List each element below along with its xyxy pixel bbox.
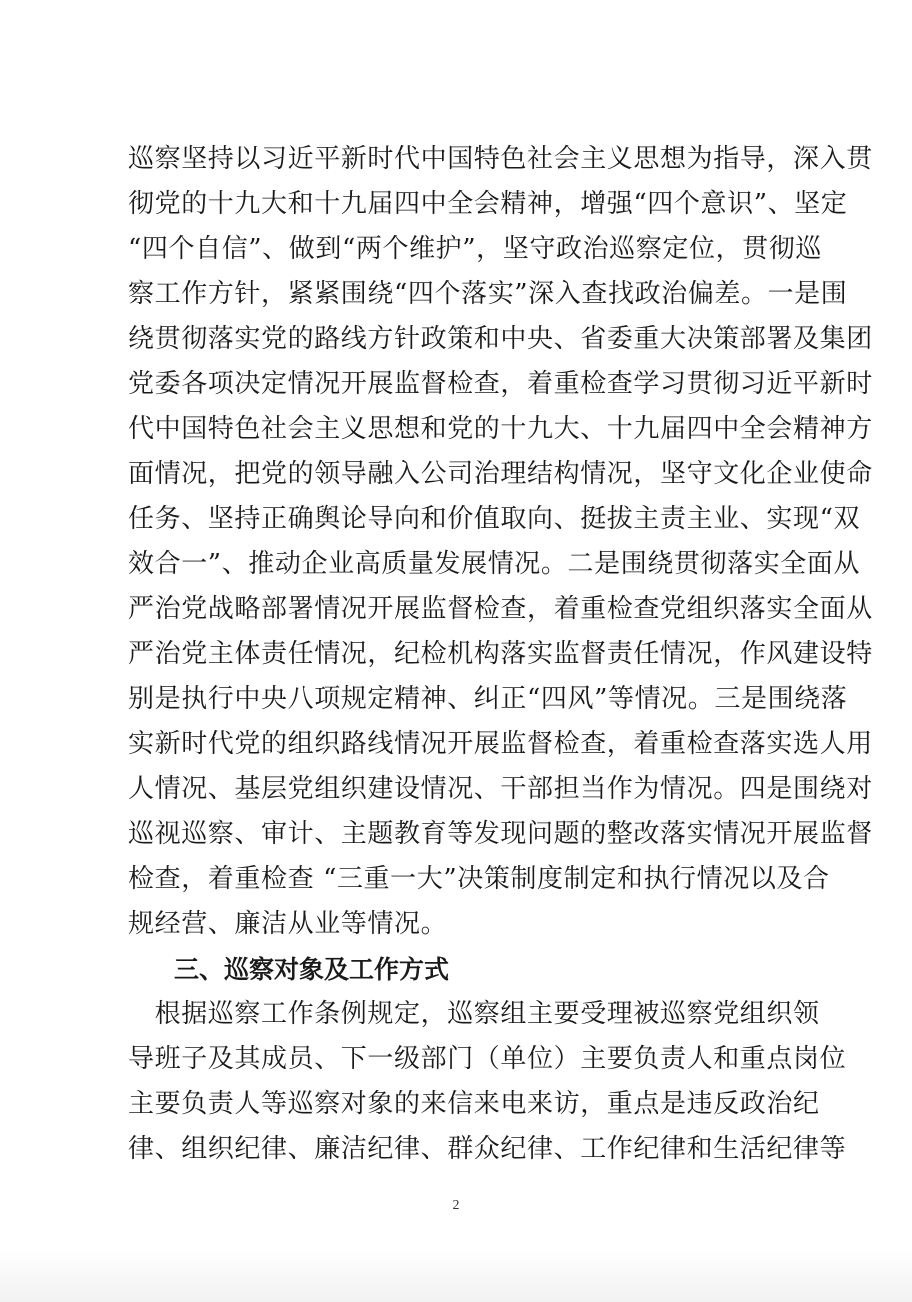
paragraph-1 xyxy=(128,137,873,947)
text-line: 察工作方针，紧紧围绕“四个落实”深入查找政治偏差。一是围 xyxy=(128,279,848,309)
text-line: 规经营、廉洁从业等情况。 xyxy=(128,909,448,939)
text-line: 检查，着重检查 “三重一大”决策制度制定和执行情况以及合 xyxy=(128,864,830,894)
text-line: 导班子及其成员、下一级部门（单位）主要负责人和重点岗位 xyxy=(128,1044,847,1074)
text-line: 面情况，把党的领导融入公司治理结构情况，坚守文化企业使命 xyxy=(128,459,873,489)
text-line: 根据巡察工作条例规定，巡察组主要受理被巡察党组织领 xyxy=(128,999,820,1029)
text-line: “四个自信”、做到“两个维护”，坚守政治巡察定位，贯彻巡 xyxy=(128,234,822,264)
section-heading: 三、巡察对象及工作方式 xyxy=(174,955,450,984)
text-line: 主要负责人等巡察对象的来信来电来访，重点是违反政治纪 xyxy=(128,1089,820,1119)
text-line: 代中国特色社会主义思想和党的十九大、十九届四中全会精神方 xyxy=(128,414,873,444)
text-line: 实新时代党的组织路线情况开展监督检查，着重检查落实选人用 xyxy=(128,729,873,759)
text-line: 律、组织纪律、廉洁纪律、群众纪律、工作纪律和生活纪律等 xyxy=(128,1134,847,1164)
document-body xyxy=(128,137,873,1172)
text-line: 别是执行中央八项规定精神、纠正“四风”等情况。三是围绕落 xyxy=(128,684,848,714)
text-line: 彻党的十九大和十九届四中全会精神，增强“四个意识”、坚定 xyxy=(128,189,848,219)
text-line: 严治党主体责任情况，纪检机构落实监督责任情况，作风建设特 xyxy=(128,639,873,669)
text-line: 巡视巡察、审计、主题教育等发现问题的整改落实情况开展监督 xyxy=(128,819,873,849)
text-line: 严治党战略部署情况开展监督检查，着重检查党组织落实全面从 xyxy=(128,594,873,624)
page-number: 2 xyxy=(452,1198,460,1213)
text-line: 人情况、基层党组织建设情况、干部担当作为情况。四是围绕对 xyxy=(128,774,873,804)
text-line: 绕贯彻落实党的路线方针政策和中央、省委重大决策部署及集团 xyxy=(128,324,873,354)
text-line: 巡察坚持以习近平新时代中国特色社会主义思想为指导，深入贯 xyxy=(128,144,873,174)
text-line: 任务、坚持正确舆论导向和价值取向、挺拔主责主业、实现“双 xyxy=(128,504,861,534)
text-line: 党委各项决定情况开展监督检查，着重检查学习贯彻习近平新时 xyxy=(128,369,873,399)
page-bottom-edge xyxy=(0,1248,912,1302)
paragraph-2 xyxy=(128,992,847,1172)
text-line: 效合一”、推动企业高质量发展情况。二是围绕贯彻落实全面从 xyxy=(128,549,861,579)
